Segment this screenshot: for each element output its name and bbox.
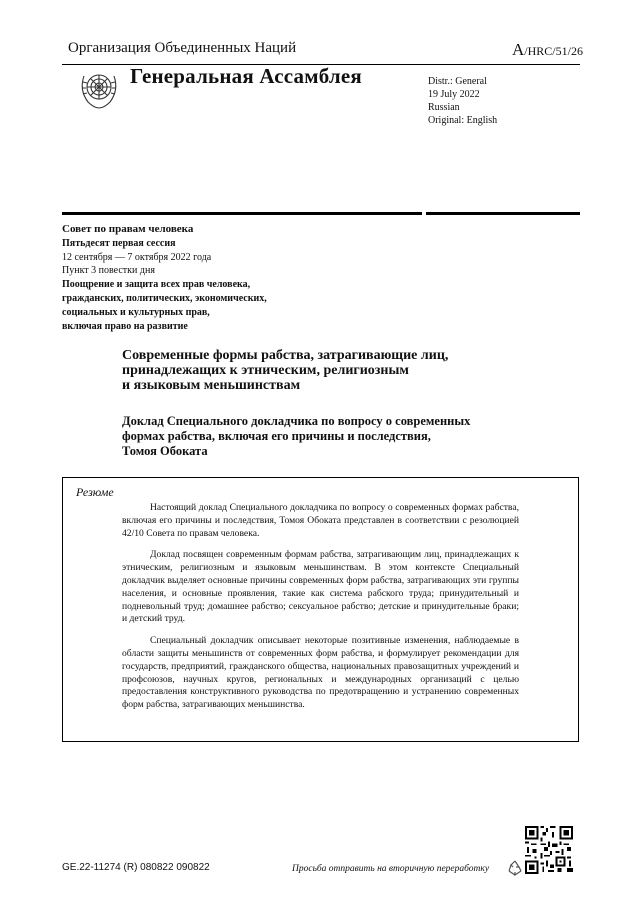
symbol-prefix: A xyxy=(512,40,525,59)
summary-text xyxy=(122,502,519,721)
section-rule xyxy=(62,212,580,215)
document-symbol xyxy=(512,40,583,60)
distr-line: Distr.: General xyxy=(428,76,487,87)
summary-label: Резюме xyxy=(76,485,114,499)
symbol-rest: /HRC/51/26 xyxy=(524,44,583,58)
subtitle-line: формах рабства, включая его причины и последствия, xyxy=(122,429,431,443)
un-emblem-icon xyxy=(76,66,122,112)
session-dates: 12 сентября — 7 октября 2022 года xyxy=(62,251,212,263)
report-title xyxy=(122,348,448,393)
summary-paragraph: Специальный докладчик описывает некоторые позитивные изменения, наблюдаемые в области защиты меньшинств от современных форм рабства, и формулирует рекомендации для государств, предприятий, гражданского общества, национальных правозащитных учреждений и профсоюзов, научных кругов, региональных и международных организаций с целью предоставления конструктивного руководства по предотвращению и устранению современных форм рабства, затрагивающих меньшинства. xyxy=(122,635,519,711)
title-line: и языковым меньшинствам xyxy=(122,378,301,393)
assembly-title: Генеральная Ассамблея xyxy=(130,64,362,88)
distribution-block xyxy=(428,75,497,127)
agenda-line: Поощрение и защита всех прав человека, xyxy=(62,279,251,291)
agenda-line: социальных и культурных прав, xyxy=(62,306,210,318)
qr-code-icon xyxy=(525,826,573,874)
agenda-line: включая право на развитие xyxy=(62,320,188,332)
recycle-note: Просьба отправить на вторичную переработку xyxy=(292,864,490,874)
organization-name: Организация Объединенных Наций xyxy=(68,40,297,56)
report-subtitle xyxy=(122,414,470,459)
document-code: GE.22-11274 (R) 080822 090822 xyxy=(62,862,210,873)
council-name: Совет по правам человека xyxy=(62,223,194,235)
council-block xyxy=(62,223,267,333)
session-name: Пятьдесят первая сессия xyxy=(62,237,176,249)
recycle-icon xyxy=(505,858,525,878)
summary-paragraph: Доклад посвящен современным формам рабства, затрагивающим лиц, принадлежащих к этническим, религиозным и языковым меньшинствам. В этом контексте Специальный докладчик выделяет основные причины современных форм рабства, затрагивающих эти группы населения, и основные проявления, такие как система рабского труда; принудительный и подневольный труд; домашнее рабство; сексуальное рабство; детские и принудительные браки; и детский труд. xyxy=(122,549,519,625)
distr-line: 19 July 2022 xyxy=(428,89,480,100)
distr-line: Russian xyxy=(428,102,460,113)
subtitle-line: Томоя Обоката xyxy=(122,444,208,458)
agenda-item: Пункт 3 повестки дня xyxy=(62,265,155,277)
title-line: Современные формы рабства, затрагивающие лиц, xyxy=(122,348,449,363)
title-line: принадлежащих к этническим, религиозным xyxy=(122,363,409,378)
subtitle-line: Доклад Специального докладчика по вопросу о современных xyxy=(122,414,471,428)
distr-line: Original: English xyxy=(428,115,498,126)
summary-paragraph: Настоящий доклад Специального докладчика по вопросу о современных формах рабства, включая его причины и последствия, Томоя Обоката представлен в соответствии с резолюцией 42/10 Совета по правам человека. xyxy=(122,502,519,539)
agenda-line: гражданских, политических, экономических, xyxy=(62,292,267,304)
